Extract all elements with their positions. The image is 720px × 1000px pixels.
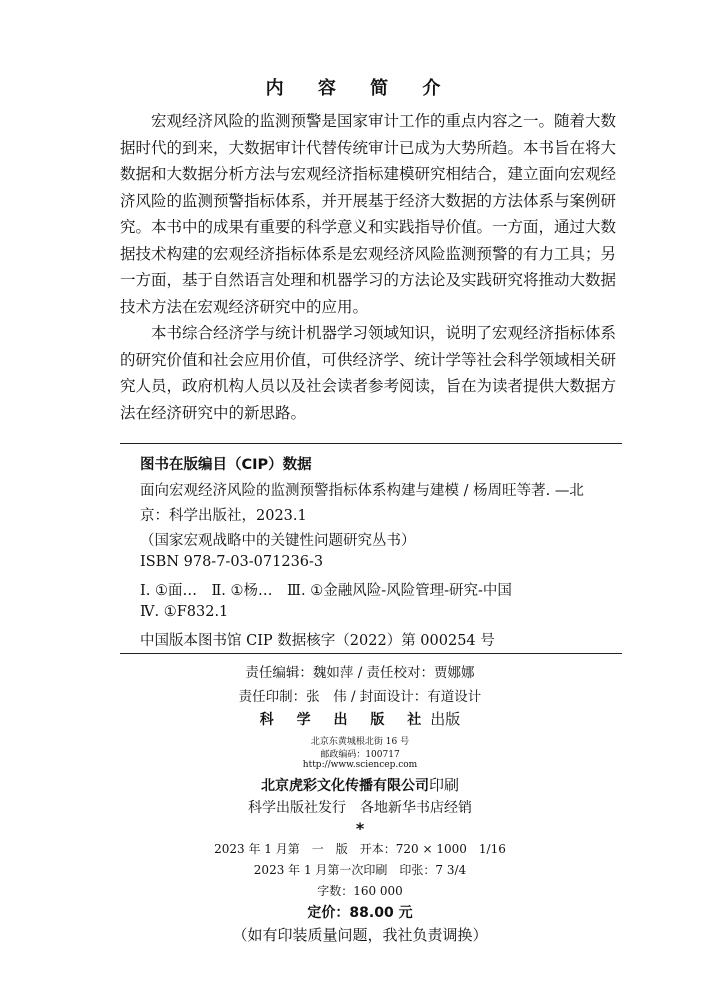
cip-line-isbn: ISBN 978-7-03-071236-3 [140,554,324,570]
print-design-credits: 责任印制：张 伟 / 封面设计：有道设计 [238,689,482,705]
cip-line-title: 面向宏观经济风险的监测预警指标体系构建与建模 / 杨周旺等著. —北 [140,483,584,499]
price: 定价：88.00 元 [307,905,413,921]
printer-suffix: 印刷 [428,776,459,794]
intro-paragraph-1: 宏观经济风险的监测预警是国家审计工作的重点内容之一。随着大数据时代的到来，大数据审计代替传统审计已成为大势所趋。本书旨在将大数据和大数据分析方法与宏观经济指标建模研究相结合，建立面向宏观经济风险的监测预警指标体系，并开展基于经济大数据的方法体系与案例研究。本书中的成果有重要的科学意义和实践指导价值。一方面，通过大数据技术构建的宏观经济指标体系是宏观经济风险监测预警的有力工具；另一方面，基于自然语言处理和机器学习的方法论及实践研究将推动大数据技术方法在宏观经济研究中的应用。 [120,112,617,316]
cip-line-record-number: 中国版本图书馆 CIP 数据核字（2022）第 000254 号 [140,633,495,649]
publisher-address: 北京东黄城根北街 16 号 [310,737,410,747]
printer-logo: 北京虎彩文化传播有限公司 [260,778,429,794]
cip-top-divider [120,443,622,444]
separator-mark: * [355,819,365,838]
printing-line: 2023 年 1 月第一次印刷 印张：7 3/4 [253,863,467,877]
publisher-line [0,708,720,729]
printer-line [0,774,720,795]
publisher-suffix: 出版 [430,710,461,728]
intro-paragraph-2: 本书综合经济学与统计机器学习领域知识，说明了宏观经济指标体系的研究价值和社会应用价值，可供经济学、统计学等社会科学领域相关研究人员，政府机构人员以及社会读者参考阅读，旨在为读者提供大数据方法在经济研究中的新思路。 [120,324,617,422]
cip-line-publisher: 京：科学出版社，2023.1 [140,508,307,524]
publisher-postcode: 邮政编码：100717 [320,750,400,760]
publisher-website: http://www.sciencep.com [302,760,418,770]
cip-line-subjects: Ⅰ. ①面… Ⅱ. ①杨… Ⅲ. ①金融风险-风险管理-研究-中国 [140,583,512,599]
editor-credits: 责任编辑：魏如萍 / 责任校对：贾娜娜 [245,665,475,681]
cip-line-series: （国家宏观战略中的关键性问题研究丛书） [140,533,416,549]
distribution-line: 科学出版社发行 各地新华书店经销 [248,800,472,816]
intro-section [120,108,616,426]
quality-notice: （如有印装质量问题，我社负责调换） [232,926,488,944]
cip-heading: 图书在版编目（CIP）数据 [140,457,312,473]
page-title: 内 容 简 介 [265,78,455,99]
word-count: 字数：160 000 [317,884,403,898]
edition-line: 2023 年 1 月第 一 版 开本：720 × 1000 1/16 [214,842,506,856]
publisher-logo: 科 学 出 版 社 [259,712,431,728]
cip-bottom-divider [120,653,622,654]
cip-line-classification: Ⅳ. ①F832.1 [140,604,229,620]
